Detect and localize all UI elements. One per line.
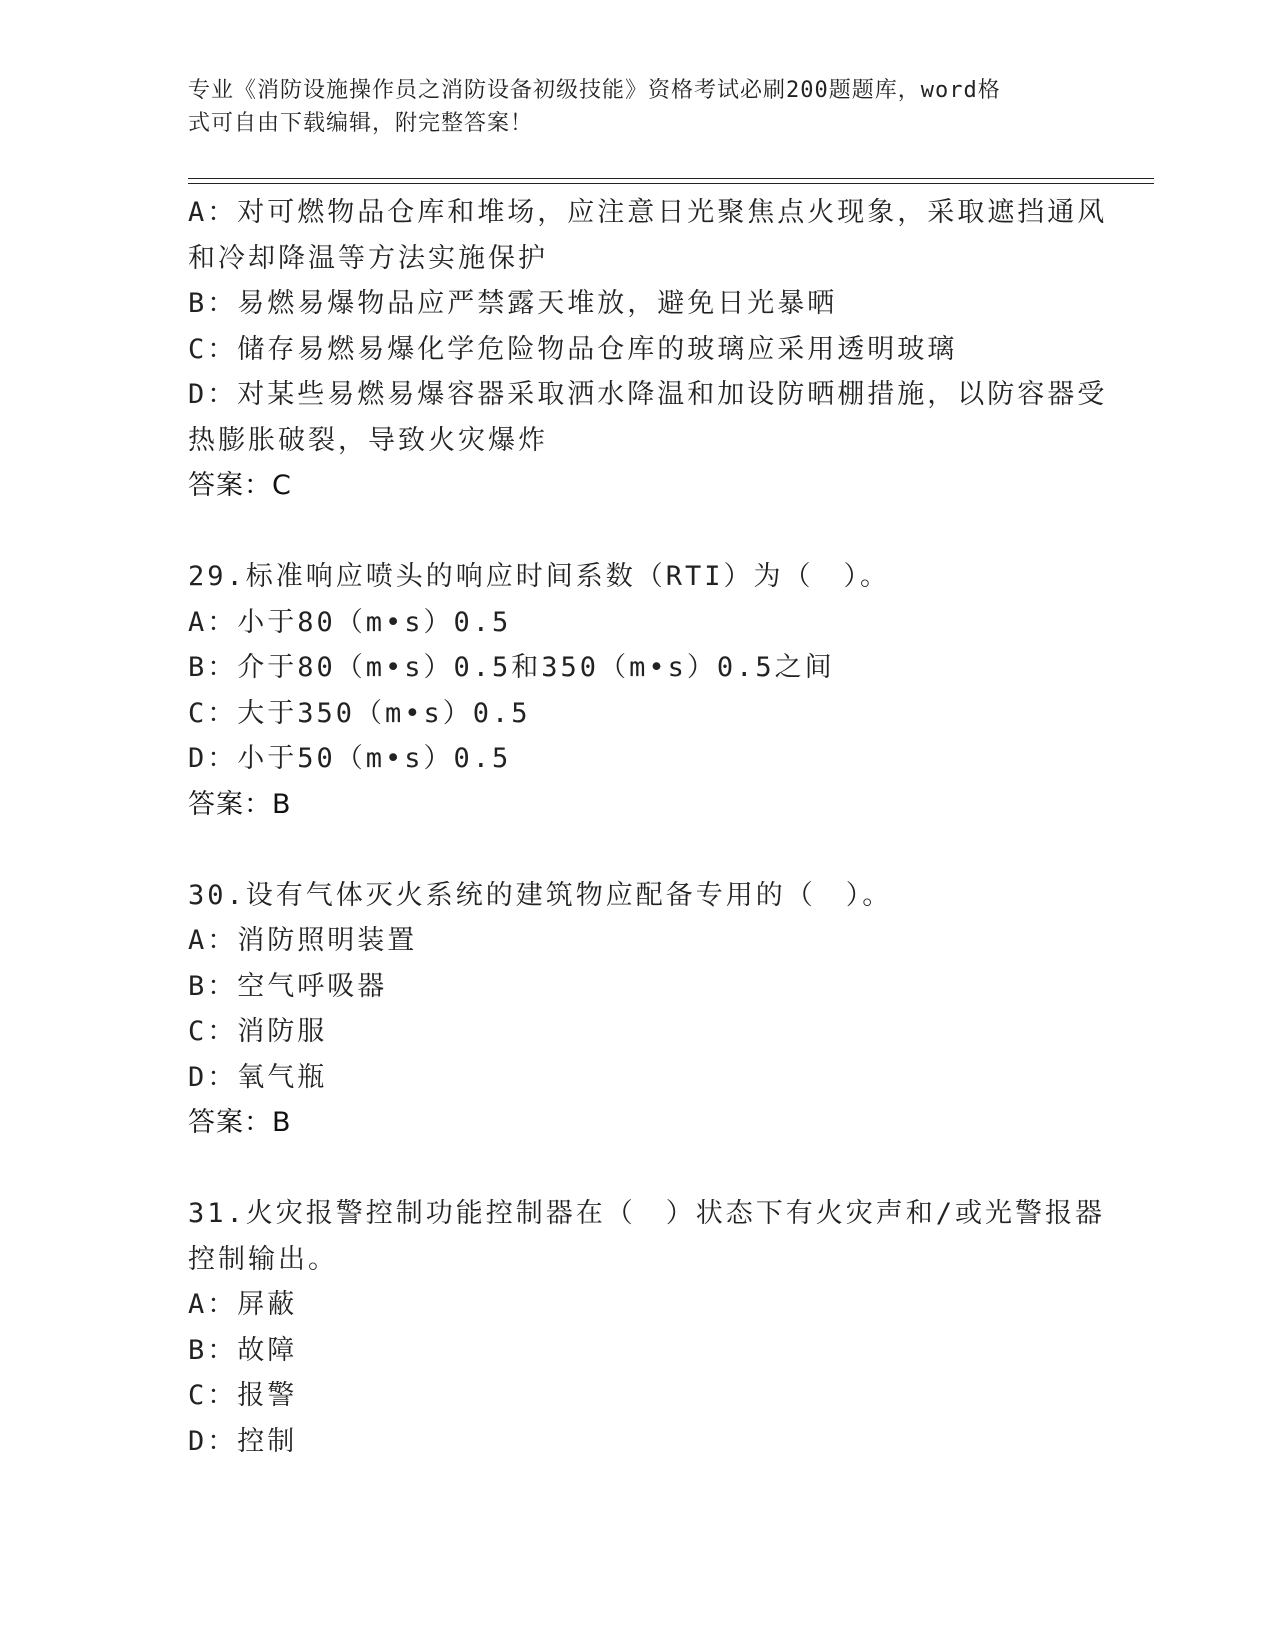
question-stem-line-2: 控制输出。 <box>188 1243 338 1275</box>
option-b: B：空气呼吸器 <box>188 970 388 1002</box>
option-d: D：小于50（m•s）0.5 <box>188 743 512 774</box>
option-c: C：大于350（m•s）0.5 <box>188 697 531 729</box>
question-stem: 30.设有气体灭火系统的建筑物应配备专用的（ ）。 <box>188 879 893 911</box>
option-a-line-2: 和冷却降温等方法实施保护 <box>188 242 548 274</box>
header-rule-top <box>188 178 1154 179</box>
option-c: C：报警 <box>188 1380 298 1411</box>
header-line-1: 专业《消防设施操作员之消防设备初级技能》资格考试必刷200题题库，word格 <box>188 78 1001 103</box>
question-stem-line-1: 31.火灾报警控制功能控制器在（ ）状态下有火灾声和/或光警报器 <box>188 1198 1106 1229</box>
question-block-31 <box>188 1191 1106 1464</box>
page-header <box>188 74 1068 140</box>
question-block-30 <box>188 873 1088 1146</box>
option-c: C：消防服 <box>188 1016 328 1047</box>
option-d: D：氧气瓶 <box>188 1061 328 1093</box>
answer-label: 答案：B <box>188 788 292 820</box>
answer-label: 答案：B <box>188 1107 292 1138</box>
answer-label: 答案：C <box>188 470 292 501</box>
question-list <box>188 190 1108 1464</box>
option-b: B：故障 <box>188 1334 298 1366</box>
option-a: A：消防照明装置 <box>188 925 418 956</box>
option-a: A：小于80（m•s）0.5 <box>188 606 512 638</box>
question-block-28 <box>188 190 1108 509</box>
option-d-line-1: D：对某些易燃易爆容器采取洒水降温和加设防晒棚措施，以防容器受 <box>188 379 1108 410</box>
option-b: B：介于80（m•s）0.5和350（m•s）0.5之间 <box>188 652 835 683</box>
header-rule-bottom <box>188 183 1154 184</box>
option-c: C：储存易燃易爆化学危险物品仓库的玻璃应采用透明玻璃 <box>188 333 958 365</box>
option-a: A：屏蔽 <box>188 1289 298 1320</box>
spacer <box>188 509 1088 555</box>
question-stem: 29.标准响应喷头的响应时间系数（RTI）为（ ）。 <box>188 561 891 592</box>
option-d-line-2: 热膨胀破裂，导致火灾爆炸 <box>188 424 548 456</box>
option-b: B：易燃易爆物品应严禁露天堆放，避免日光暴晒 <box>188 288 838 319</box>
option-d: D：控制 <box>188 1425 298 1457</box>
option-a-line-1: A：对可燃物品仓库和堆场，应注意日光聚焦点火现象，采取遮挡通风 <box>188 197 1108 228</box>
question-block-29 <box>188 554 1088 827</box>
spacer <box>188 827 1088 873</box>
spacer <box>188 1146 1088 1192</box>
header-line-2: 式可自由下载编辑，附完整答案！ <box>188 111 534 136</box>
